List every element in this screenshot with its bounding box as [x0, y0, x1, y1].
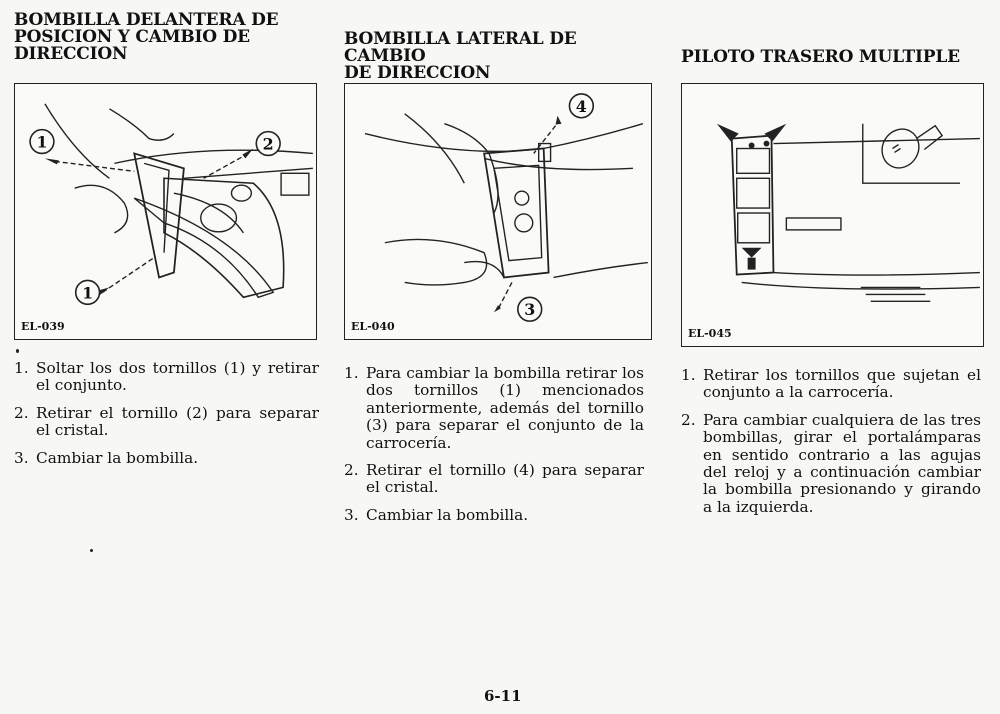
step-item: 1. Retirar los tornillos que sujetan el conjunto a la carrocería.	[681, 366, 981, 402]
callout-2: 2	[262, 134, 274, 154]
callout-1-top: 1	[36, 132, 48, 152]
figure-code: EL-040	[351, 320, 395, 333]
page-number: 6-11	[484, 687, 522, 705]
scan-speck	[90, 549, 93, 552]
callout-1-bottom: 1	[82, 283, 94, 303]
steps-list	[344, 365, 644, 534]
side-lamp-illustration	[345, 84, 651, 339]
step-item: 1. Soltar los dos tornillos (1) y retirar el conjunto.	[14, 359, 319, 395]
front-lamp-illustration	[15, 84, 316, 339]
step-item: 2. Para cambiar cualquiera de las tres bombillas, girar el portalámparas en sentido contrario a las agujas del reloj y a continuación cambiar la bombilla presionando y girando a la izquierda.	[681, 410, 981, 516]
figure-front-lamp	[14, 83, 317, 340]
callout-3: 3	[524, 300, 536, 320]
section-heading: BOMBILLA LATERAL DE CAMBIO DE DIRECCION	[344, 29, 577, 83]
step-item: 3. Cambiar la bombilla.	[14, 448, 199, 467]
step-item: 1. Para cambiar la bombilla retirar los dos tornillos (1) mencionados anteriormente, además del tornillo (3) para separar el conjunto de la carrocería.	[344, 364, 644, 452]
figure-rear-lamp	[681, 83, 984, 347]
rear-lamp-illustration	[682, 84, 983, 346]
section-heading: PILOTO TRASERO MULTIPLE	[681, 47, 960, 67]
steps-list	[14, 360, 319, 477]
figure-side-lamp	[344, 83, 652, 340]
step-item: 3. Cambiar la bombilla.	[344, 505, 529, 524]
step-item: 2. Retirar el tornillo (2) para separar el cristal.	[14, 403, 319, 440]
step-item: 2. Retirar el tornillo (4) para separar el cristal.	[344, 461, 644, 497]
scan-speck	[16, 349, 19, 353]
figure-code: EL-039	[21, 320, 65, 333]
callout-4: 4	[575, 96, 587, 116]
figure-code: EL-045	[688, 327, 732, 340]
section-heading: BOMBILLA DELANTERA DE POSICION Y CAMBIO DE DIRECCION	[14, 10, 279, 64]
steps-list	[681, 367, 981, 526]
